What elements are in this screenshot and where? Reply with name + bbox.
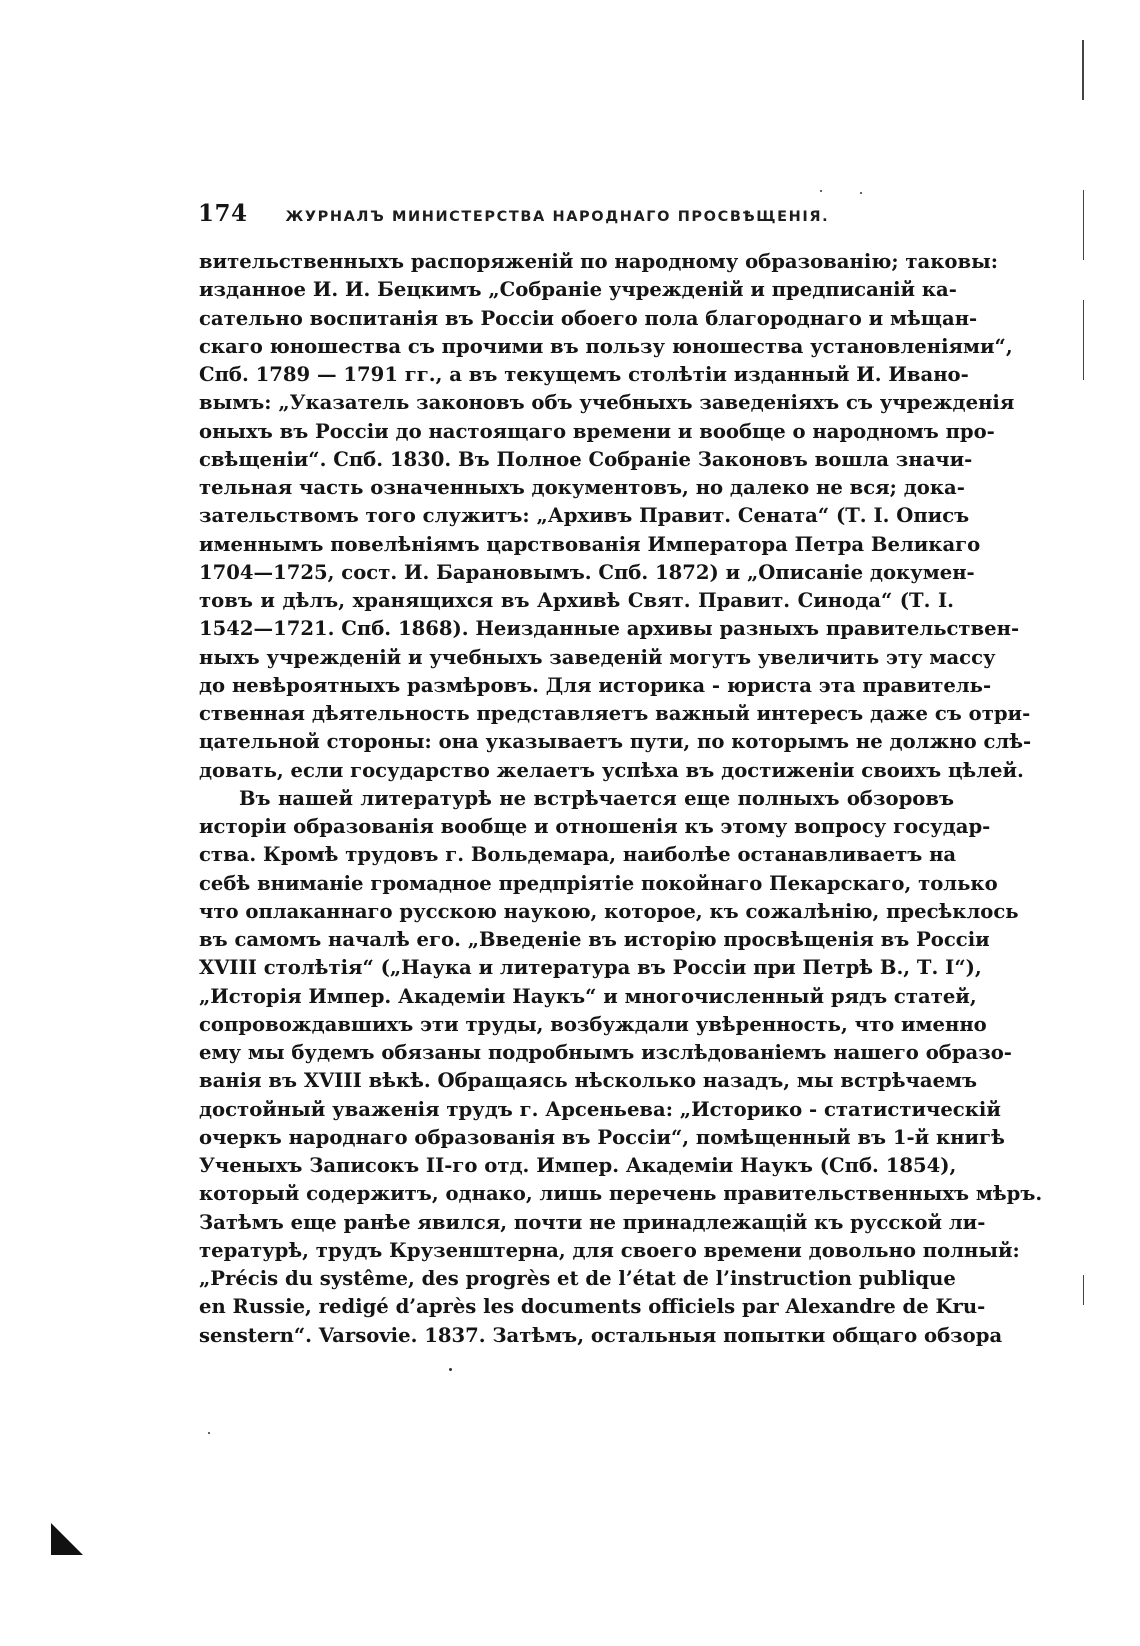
- text-line: зательствомъ того служитъ: „Архивъ Правит. Сената“ (Т. I. Описъ: [199, 504, 970, 528]
- body-text: [199, 248, 1043, 1350]
- text-line: 1704—1725, сост. И. Барановымъ. Спб. 1872) и „Описаніе докумен-: [199, 560, 975, 584]
- text-line: себѣ вниманіе громадное предпріятіе покойнаго Пекарскаго, только: [199, 871, 998, 895]
- running-header: [198, 200, 953, 236]
- text-line: достойный уваженія трудъ г. Арсеньева: „Историко - статистическій: [199, 1097, 1001, 1121]
- text-line: сательно воспитанія въ Россіи обоего пола благороднаго и мѣщан-: [199, 306, 978, 330]
- ink-speck: [860, 192, 862, 194]
- ink-speck: [449, 1368, 452, 1371]
- scan-corner-mark: [51, 1523, 83, 1555]
- text-line: изданное И. И. Бецкимъ „Собраніе учрежденій и предписаній ка-: [199, 278, 957, 302]
- text-line: исторіи образованія вообще и отношенія къ этому вопросу государ-: [199, 815, 991, 838]
- text-line: XVIII столѣтія“ („Наука и литература въ Россіи при Петрѣ В., Т. I“),: [199, 956, 982, 980]
- text-line: оныхъ въ Россіи до настоящаго времени и вообще о народномъ про-: [199, 419, 995, 443]
- text-line: очеркъ народнаго образованія въ Россіи“, помѣщенный въ 1-й книгѣ: [199, 1125, 1005, 1149]
- text-line: ванія въ XVIII вѣкѣ. Обращаясь нѣсколько назадъ, мы встрѣчаемъ: [199, 1069, 978, 1093]
- text-line: en Russie, redigé d’après les documents officiels par Alexandre de Kru-: [199, 1295, 986, 1319]
- text-line: въ самомъ началѣ его. „Введеніе въ исторію просвѣщенія въ Россіи: [199, 928, 990, 951]
- ink-speck: [820, 190, 822, 192]
- running-title: ЖУРНАЛЪ МИНИСТЕРСТВА НАРОДНАГО ПРОСВѢЩЕНІЯ.: [285, 209, 830, 225]
- text-line: вительственныхъ распоряженій по народному образованію; таковы:: [199, 250, 998, 273]
- text-line: ственная дѣятельность представляетъ важный интересъ даже съ отри-: [199, 702, 1031, 725]
- paragraph-first-line: Въ нашей литературѣ не встрѣчается еще полныхъ обзоровъ: [239, 786, 954, 810]
- text-line: товъ и дѣлъ, хранящихся въ Архивѣ Свят. Правит. Синода“ (Т. I.: [199, 589, 954, 612]
- text-line: тературѣ, трудъ Крузенштерна, для своего времени довольно полный:: [199, 1238, 1020, 1262]
- page-number: 174: [198, 200, 248, 227]
- text-line: „Précis du systême, des progrès et de l’état de l’instruction publique: [199, 1267, 956, 1290]
- text-line: что оплаканнаго русскою наукою, которое, къ сожалѣнію, пресѣклось: [199, 899, 1019, 923]
- text-line: ему мы будемъ обязаны подробнымъ изслѣдованіемъ нашего образо-: [199, 1041, 1012, 1064]
- text-line: скаго юношества съ прочими въ пользу юношества установленіями“,: [199, 334, 1013, 358]
- text-line: именнымъ повелѣніямъ царствованія Императора Петра Великаго: [199, 532, 981, 556]
- text-line: вымъ: „Указатель законовъ объ учебныхъ заведеніяхъ съ учрежденія: [199, 391, 1015, 415]
- text-line: довать, если государство желаетъ успѣха въ достиженіи своихъ цѣлей.: [199, 758, 1024, 782]
- text-line: Спб. 1789 — 1791 гг., а въ текущемъ столѣтіи изданный И. Ивано-: [199, 363, 969, 386]
- scan-edge-mark: [1083, 190, 1084, 260]
- text-line: до невѣроятныхъ размѣровъ. Для историка - юриста эта правитель-: [199, 673, 992, 697]
- scan-edge-mark: [1083, 1275, 1084, 1305]
- ink-speck: [208, 1432, 210, 1434]
- text-line: который содержитъ, однако, лишь перечень правительственныхъ мѣръ.: [199, 1182, 1043, 1206]
- text-line: Затѣмъ еще ранѣе явился, почти не принадлежащій къ русской ли-: [199, 1210, 986, 1234]
- scan-edge-mark: [1082, 40, 1084, 100]
- text-line: senstern“. Varsovie. 1837. Затѣмъ, остальныя попытки общаго обзора: [199, 1323, 1003, 1347]
- text-line: Ученыхъ Записокъ II-го отд. Импер. Академіи Наукъ (Спб. 1854),: [199, 1154, 957, 1177]
- text-line: тельная часть означенныхъ документовъ, но далеко не вся; дока-: [199, 476, 965, 499]
- text-line: ныхъ учрежденій и учебныхъ заведеній могутъ увеличить эту массу: [199, 645, 996, 669]
- text-line: свѣщеніи“. Спб. 1830. Въ Полное Собраніе Законовъ вошла значи-: [199, 447, 973, 471]
- text-line: цательной стороны: она указываетъ пути, по которымъ не должно слѣ-: [199, 730, 1032, 754]
- scan-edge-mark: [1083, 300, 1084, 380]
- text-line: „Исторія Импер. Академіи Наукъ“ и многочисленный рядъ статей,: [199, 984, 977, 1008]
- text-line: сопровождавшихъ эти труды, возбуждали увѣренность, что именно: [199, 1012, 987, 1036]
- text-line: 1542—1721. Спб. 1868). Неизданные архивы разныхъ правительствен-: [199, 617, 1020, 641]
- text-line: ства. Кромѣ трудовъ г. Вольдемара, наиболѣе останавливаетъ на: [199, 843, 957, 867]
